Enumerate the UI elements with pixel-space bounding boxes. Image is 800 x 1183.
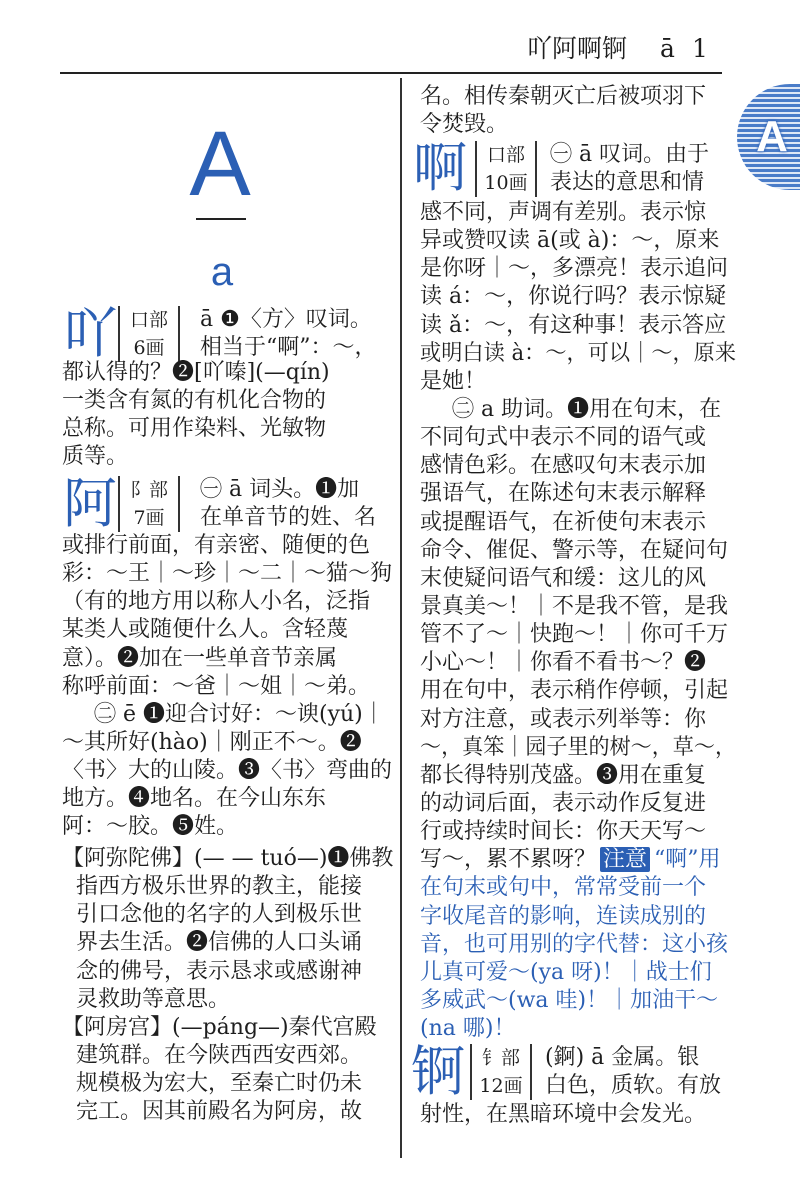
compound-line: 名。相传秦朝灭亡后被项羽下 xyxy=(420,84,707,109)
definition-line: 相当于“啊”：～， xyxy=(200,335,377,361)
definition-line: 用在句中，表示稍作停顿，引起 xyxy=(420,678,729,704)
definition-line: 末使疑问语气和缓：这儿的风 xyxy=(420,565,707,591)
radical-label: 阝部 xyxy=(129,479,168,501)
compound-line: 【阿房宫】(—páng—)秦代宫殿 xyxy=(62,1014,377,1040)
note-line: 儿真可爱～(ya 呀)！｜战士们 xyxy=(420,959,712,985)
compound-line: 令焚毁。 xyxy=(420,112,509,138)
stroke-count: 6画 xyxy=(133,337,165,359)
definition-line: 命令、催促、警示等，在疑问句 xyxy=(420,537,729,563)
definition-line: 称呼前面：～爸｜～姐｜～弟。 xyxy=(62,673,371,699)
definition-line: 是她！ xyxy=(420,368,487,394)
compound-continued xyxy=(420,83,736,139)
definition-line: 的动词后面，表示动作反复进 xyxy=(420,790,707,816)
radical-box xyxy=(118,476,180,532)
running-header-pinyin: ā xyxy=(660,34,675,63)
compound-line: 指西方极乐世界的教主，能接 xyxy=(76,874,363,900)
note-lead-text: 写～，累不累呀？ xyxy=(420,847,597,873)
section-letter: A xyxy=(189,113,251,215)
definition-line: 强语气，在陈述句末表示解释 xyxy=(420,481,707,507)
header-rule xyxy=(60,72,722,74)
definition-line: ā ❶〈方〉叹词。 xyxy=(200,307,372,332)
entry-body xyxy=(420,199,736,1043)
compound-line: 完工。因其前殿名为阿房，故 xyxy=(76,1099,363,1125)
definition-line: 小心～！｜你看不看书～？❷ xyxy=(420,650,707,676)
page-number: 1 xyxy=(692,34,708,63)
definition-line: 都长得特别茂盛。❸用在重复 xyxy=(420,762,707,788)
compound-entries xyxy=(62,845,394,1126)
headword-char: 吖 xyxy=(63,302,117,365)
entry-body xyxy=(420,1101,736,1129)
definition-line: 感情色彩。在感叹句末表示加 xyxy=(420,453,707,479)
radical-label: 口部 xyxy=(486,144,525,166)
definition-line: 一类含有氮的有机化合物的 xyxy=(62,388,327,414)
radical-label: 口部 xyxy=(129,309,168,331)
headword-char: 阿 xyxy=(63,472,117,535)
definition-line: 景真美～！｜不是我不管，是我 xyxy=(420,593,729,619)
definition-line: 〈书〉大的山陵。❸〈书〉弯曲的 xyxy=(62,758,393,784)
definition-line: 都认得的？❷[吖嗪](—qín) xyxy=(62,360,330,385)
radical-box xyxy=(118,306,180,362)
definition-line: 阿：～胶。❺姓。 xyxy=(62,814,239,840)
definition-line: 地方。❹地名。在今山东东 xyxy=(62,786,327,812)
definition-line: ～其所好(hào)｜刚正不～。❷ xyxy=(62,729,362,755)
definition-line: 读 ǎ：～，有这种事！表示答应 xyxy=(420,312,727,338)
definition-line: 彩：～王｜～珍｜～二｜～猫～狗 xyxy=(62,561,393,587)
note-line: 音，也可用别的字代替：这小孩 xyxy=(420,931,729,957)
compound-line: 规模极为宏大，至秦亡时仍未 xyxy=(76,1071,363,1097)
definition-line: 异或赞叹读 ā(或 à)：～，原来 xyxy=(420,228,720,254)
note-line: (na 哪)！ xyxy=(420,1016,516,1042)
note-line: 多威武～(wa 哇)！｜加油干～ xyxy=(420,987,719,1013)
radical-box xyxy=(470,1044,532,1100)
definition-line: 在单音节的姓、名 xyxy=(200,505,377,531)
entry-head-definition xyxy=(545,1044,736,1100)
entry-body xyxy=(62,359,394,472)
definition-line: 是你呀｜～，多漂亮！表示追问 xyxy=(420,256,729,282)
compound-line: 【阿弥陀佛】(— — tuó—)❶佛教 xyxy=(62,846,394,871)
stroke-count: 7画 xyxy=(133,507,165,529)
thumb-index-tab xyxy=(737,84,800,190)
compound-line: 界去生活。❷信佛的人口头诵 xyxy=(76,930,363,956)
definition-line: (錒) ā 金属。银 xyxy=(545,1045,700,1070)
definition-line: （有的地方用以称人小名，泛指 xyxy=(62,589,371,615)
definition-line: 不同句式中表示不同的语气或 xyxy=(420,425,707,451)
definition-line: ㊀ ā 词头。❶加 xyxy=(200,477,360,502)
headword-char: 啊 xyxy=(413,136,467,199)
note-line: 在句末或句中，常常受前一个 xyxy=(420,875,707,901)
definition-line: 白色，质软。有放 xyxy=(545,1073,722,1099)
definition-line: 或明白读 à：～，可以｜～，原来 xyxy=(420,340,736,366)
compound-line: 建筑群。在今陕西西安西郊。 xyxy=(76,1042,363,1068)
section-letter-underline xyxy=(196,218,246,220)
definition-line: 行或持续时间长：你天天写～ xyxy=(420,819,707,845)
column-divider xyxy=(400,78,402,1158)
definition-line: 或提醒语气，在祈使句末表示 xyxy=(420,509,707,535)
note-badge: 注意 xyxy=(600,847,650,872)
stroke-count: 10画 xyxy=(484,172,528,194)
definition-line: 读 á：～，你说行吗？表示惊疑 xyxy=(420,284,727,310)
definition-line: 射性，在黑暗环境中会发光。 xyxy=(420,1102,707,1127)
definition-line: 感不同，声调有差别。表示惊 xyxy=(420,200,707,225)
definition-line: 某类人或随便什么人。含轻蔑 xyxy=(62,617,349,643)
entry-head-definition xyxy=(550,141,736,197)
compound-line: 念的佛号，表示恳求或感谢神 xyxy=(76,958,363,984)
definition-line: 总称。可用作染料、光敏物 xyxy=(62,416,327,442)
compound-line: 引口念他的名字的人到极乐世 xyxy=(76,902,363,928)
definition-line: 管不了～｜快跑～！｜你可千万 xyxy=(420,622,729,648)
running-header-title: 吖阿啊锕 xyxy=(527,34,628,63)
headword-char: 锕 xyxy=(411,1040,465,1103)
entry-head-definition xyxy=(200,476,394,532)
entry-body xyxy=(62,532,394,842)
definition-line: 质等。 xyxy=(62,444,129,470)
thumb-index-letter: A xyxy=(756,112,788,161)
definition-line: 或排行前面，有亲密、随便的色 xyxy=(62,533,371,558)
definition-line: 对方注意，或表示列举等：你 xyxy=(420,706,707,732)
definition-line: ㊀ ā 叹词。由于 xyxy=(550,142,710,167)
definition-line: ㊁ ē ❶迎合讨好：～谀(yú)｜ xyxy=(94,701,385,727)
entry-head-definition xyxy=(200,306,394,362)
stroke-count: 12画 xyxy=(479,1075,523,1097)
definition-line: 意）。❷加在一些单音节亲属 xyxy=(62,645,338,671)
note-text: “啊”用 xyxy=(654,847,721,873)
definition-line: 表达的意思和情 xyxy=(550,170,705,196)
radical-box xyxy=(475,141,537,197)
note-line: 字收尾音的影响，连读成别的 xyxy=(420,903,707,929)
section-pinyin: a xyxy=(210,250,234,294)
note-line xyxy=(420,846,721,874)
definition-line: ～，真笨｜园子里的树～，草～， xyxy=(420,734,736,760)
radical-label: 钅部 xyxy=(481,1047,520,1069)
compound-line: 灵救助等意思。 xyxy=(76,986,231,1012)
definition-line: ㊁ a 助词。❶用在句末，在 xyxy=(452,396,722,422)
